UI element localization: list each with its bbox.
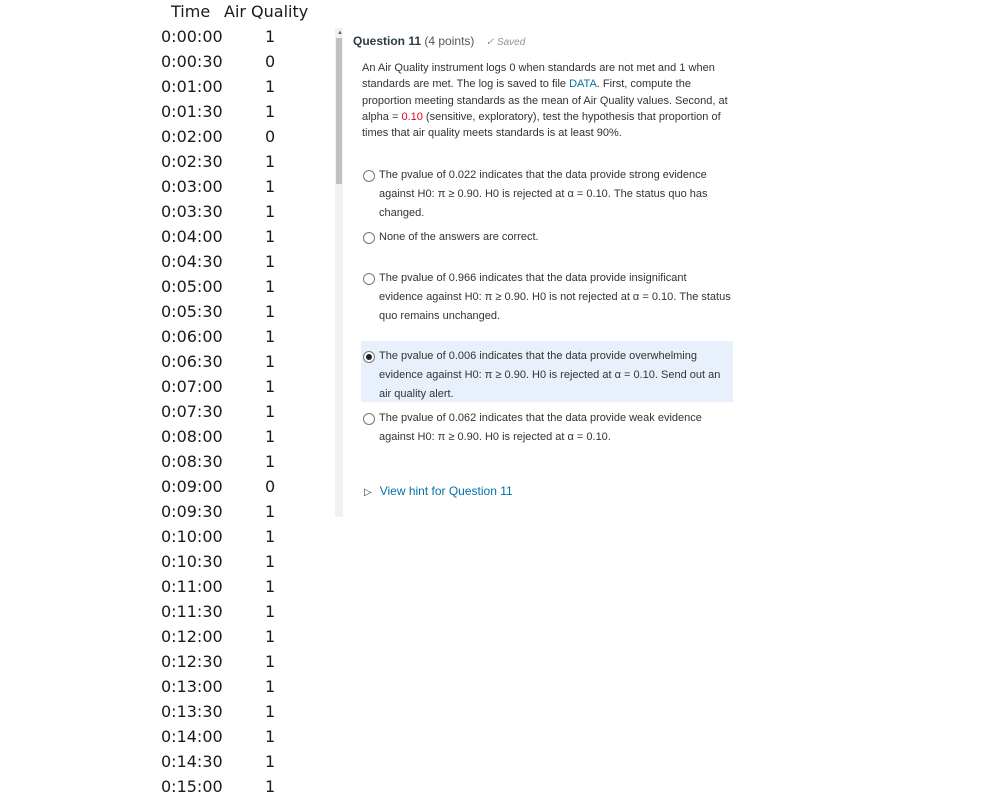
saved-status: ✓ Saved [485,37,526,48]
time-cell: 0:14:00 [161,727,223,746]
radio-button[interactable] [363,170,375,182]
column-header-time: Time [171,2,211,21]
air-quality-cell: 1 [265,502,276,521]
time-cell: 0:07:30 [161,402,223,421]
air-quality-cell: 1 [265,152,276,171]
time-cell: 0:15:00 [161,777,223,796]
air-quality-cell: 0 [265,52,276,71]
question-points: (4 points) [424,34,475,48]
answer-text: The pvalue of 0.966 indicates that the data provide insignificant evidence against H0: π ≥ 0.90. H0 is not rejected at α = 0.10. The status quo remains unchanged. [379,272,731,322]
question-block [353,30,738,141]
table-row [155,274,315,299]
time-cell: 0:11:30 [161,602,223,621]
time-cell: 0:05:00 [161,277,223,296]
table-row [155,674,315,699]
air-quality-cell: 1 [265,277,276,296]
answer-text: None of the answers are correct. [379,231,539,243]
table-row [155,199,315,224]
table-row [155,774,315,799]
air-quality-cell: 1 [265,777,276,796]
answer-option-4[interactable] [361,341,733,402]
time-cell: 0:01:30 [161,102,223,121]
table-row [155,74,315,99]
table-row [155,374,315,399]
time-cell: 0:02:00 [161,127,223,146]
table-row [155,424,315,449]
table-row [155,249,315,274]
radio-button[interactable] [363,413,375,425]
table-row [155,49,315,74]
table-row [155,624,315,649]
time-cell: 0:11:00 [161,577,223,596]
time-cell: 0:14:30 [161,752,223,771]
radio-button-selected[interactable] [363,351,375,363]
air-quality-cell: 1 [265,627,276,646]
answer-text: The pvalue of 0.062 indicates that the data provide weak evidence against H0: π ≥ 0.90. H0 is rejected at α = 0.10. [379,412,702,443]
table-row [155,399,315,424]
question-text [362,60,732,141]
air-quality-cell: 1 [265,602,276,621]
air-quality-cell: 1 [265,77,276,96]
table-row [155,174,315,199]
question-title: Question 11 [353,34,422,48]
air-quality-cell: 1 [265,677,276,696]
table-row [155,699,315,724]
answer-option-3[interactable] [361,269,733,327]
table-row [155,449,315,474]
table-row [155,324,315,349]
air-quality-cell: 1 [265,252,276,271]
radio-button[interactable] [363,273,375,285]
question-text-part: An Air Quality instrument logs 0 when standards are not met and 1 when standards are met. The log is saved to file [362,62,715,91]
question-text-part: (sensitive, exploratory), test the hypothesis that proportion of times that air quality meets standards is at least 90%. [362,110,721,140]
table-rows [155,24,315,799]
air-quality-cell: 0 [265,477,276,496]
air-quality-cell: 1 [265,452,276,471]
table-row [155,224,315,249]
air-quality-cell: 1 [265,202,276,221]
table-row [155,299,315,324]
air-quality-cell: 1 [265,752,276,771]
air-quality-cell: 1 [265,527,276,546]
time-cell: 0:00:30 [161,52,223,71]
table-row [155,749,315,774]
air-quality-cell: 1 [265,552,276,571]
scroll-up-arrow-icon[interactable]: ▲ [337,30,343,36]
time-cell: 0:10:30 [161,552,223,571]
answer-option-1[interactable] [361,166,733,219]
alpha-value: 0.10 [401,110,423,123]
table-row [155,599,315,624]
table-row [155,124,315,149]
answer-text: The pvalue of 0.006 indicates that the data provide overwhelming evidence against H0: π ≥ 0.90. H0 is rejected at α = 0.10. Send out an air quality alert. [379,350,721,400]
view-hint-link[interactable] [364,482,513,502]
time-cell: 0:03:00 [161,177,223,196]
time-cell: 0:00:00 [161,27,223,46]
answer-option-5[interactable] [361,409,733,449]
answer-option-2[interactable] [361,228,733,248]
air-quality-cell: 1 [265,652,276,671]
time-cell: 0:05:30 [161,302,223,321]
time-cell: 0:07:00 [161,377,223,396]
triangle-right-icon: ▷ [364,487,372,498]
time-cell: 0:02:30 [161,152,223,171]
table-row [155,524,315,549]
air-quality-cell: 1 [265,427,276,446]
time-cell: 0:04:00 [161,227,223,246]
table-row [155,574,315,599]
air-quality-cell: 1 [265,577,276,596]
scrollbar[interactable] [335,28,343,517]
table-row [155,149,315,174]
table-row [155,649,315,674]
table-row [155,724,315,749]
table-row [155,549,315,574]
column-header-air-quality: Air Quality [224,2,309,21]
air-quality-cell: 1 [265,727,276,746]
air-quality-cell: 1 [265,27,276,46]
air-quality-cell: 1 [265,402,276,421]
table-row [155,474,315,499]
air-quality-cell: 1 [265,702,276,721]
time-cell: 0:03:30 [161,202,223,221]
air-quality-cell: 1 [265,327,276,346]
time-cell: 0:06:30 [161,352,223,371]
scrollbar-thumb[interactable] [336,38,342,184]
time-cell: 0:10:00 [161,527,223,546]
table-row [155,99,315,124]
time-cell: 0:13:30 [161,702,223,721]
question-header [353,30,738,54]
radio-button[interactable] [363,232,375,244]
answer-text: The pvalue of 0.022 indicates that the data provide strong evidence against H0: π ≥ 0.90. H0 is rejected at α = 0.10. The status quo has changed. [379,169,708,219]
air-quality-cell: 1 [265,302,276,321]
data-file-link[interactable]: DATA [569,78,597,91]
table-row [155,349,315,374]
air-quality-cell: 1 [265,177,276,196]
time-cell: 0:08:00 [161,427,223,446]
time-cell: 0:06:00 [161,327,223,346]
time-cell: 0:01:00 [161,77,223,96]
air-quality-cell: 1 [265,377,276,396]
time-cell: 0:04:30 [161,252,223,271]
table-row [155,499,315,524]
time-cell: 0:09:00 [161,477,223,496]
time-cell: 0:12:30 [161,652,223,671]
time-cell: 0:13:00 [161,677,223,696]
table-row [155,24,315,49]
time-cell: 0:08:30 [161,452,223,471]
air-quality-cell: 0 [265,127,276,146]
time-cell: 0:12:00 [161,627,223,646]
air-quality-cell: 1 [265,102,276,121]
time-cell: 0:09:30 [161,502,223,521]
view-hint-label: View hint for Question 11 [379,484,513,498]
question-text-part: . First, compute the proportion meeting standards as the mean of Air Quality values. Second, at alpha = [362,78,728,123]
air-quality-cell: 1 [265,227,276,246]
air-quality-cell: 1 [265,352,276,371]
